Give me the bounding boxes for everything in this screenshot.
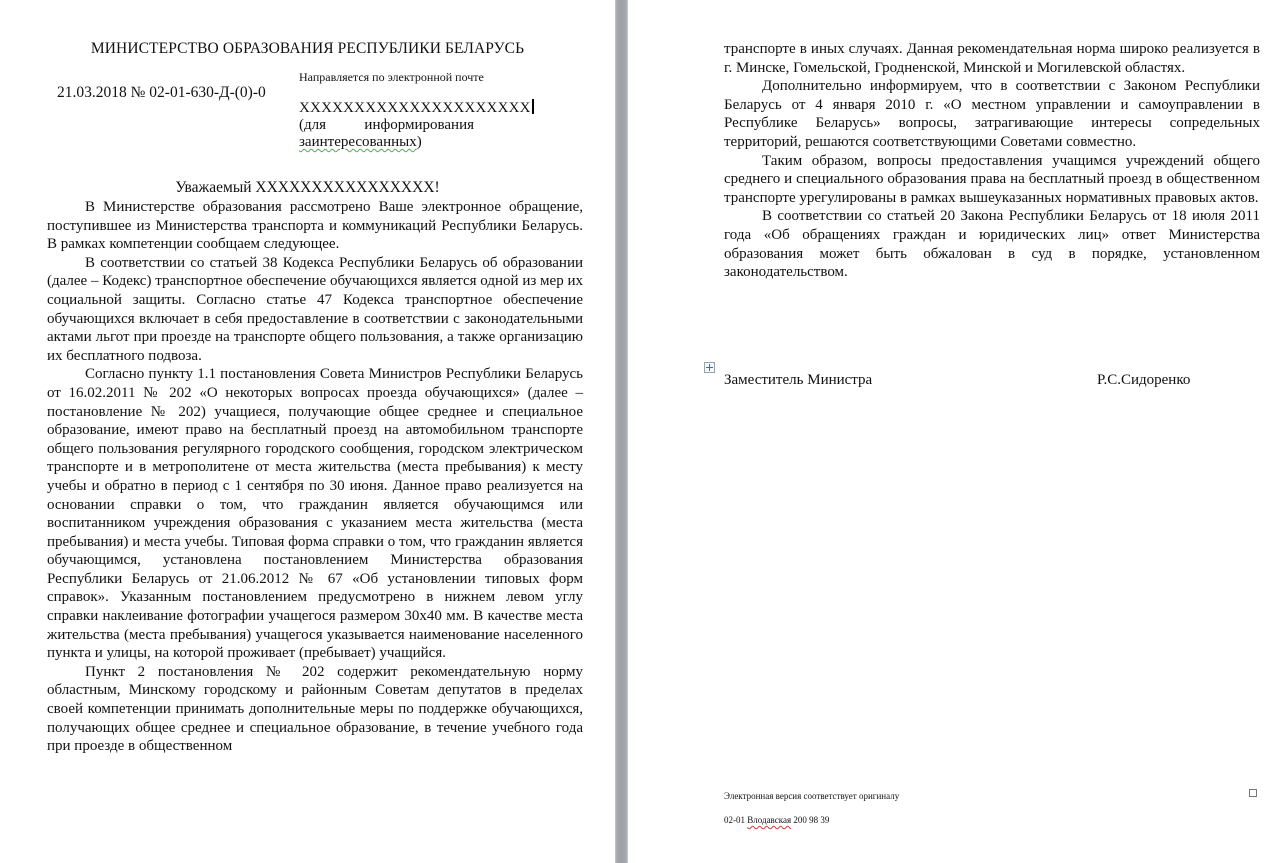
addressee-note-word: заинтересованных (299, 134, 417, 150)
body-paragraph: Дополнительно информируем, что в соответствии с Законом Республики Беларусь от 4 января 2010 г. «О местном управлении и самоуправлении в Республике Беларусь» вопросы, затрагивающие интересы сопредельных территорий, решаются соответствующими Советами совместно. (724, 78, 1260, 150)
text-cursor (532, 99, 534, 114)
signatory-name: Р.С.Сидоренко (1097, 372, 1191, 388)
addressee-note-close: ) (416, 134, 422, 150)
body-paragraph: В Министерстве образования рассмотрено Ваше электронное обращение, поступившее из Министерства транспорта и коммуникаций Республики Беларусь. В рамках компетенции сообщаем следующее. (47, 199, 583, 253)
page-separator (615, 0, 628, 863)
body-paragraph: Пункт 2 постановления № 202 содержит рекомендательную норму областным, Минскому городскому и районным Советам депутатов в пределах своей компетенции принимать дополнительные меры по поддержке обучающихся, получающих общее среднее и специальное образование, в течение учебного года при проезде в общественном (47, 663, 583, 755)
registration-number: 21.03.2018 № 02-01-630-Д-(0)-0 (57, 84, 266, 101)
body-paragraph: транспорте в иных случаях. Данная рекомендательная норма широко реализуется в г. Минске, Гомельской, Гродненской, Минской и Могилевской областях. (724, 41, 1260, 76)
electronic-version-note: Электронная версия соответствует оригиналу (724, 791, 900, 801)
letter-body-right (724, 40, 1260, 282)
addressee-note-line1: (для информирования (299, 117, 474, 133)
executor-code: 02-01 (724, 815, 745, 825)
sent-via-note: Направляется по электронной почте (299, 70, 484, 84)
body-paragraph: Согласно пункту 1.1 постановления Совета Министров Республики Беларусь от 16.02.2011 № 202 «О некоторых вопросах проезда обучающихся» (далее – постановление № 202) учащиеся, получающие общее среднее и специальное образование, имеют право на бесплатный проезд на автомобильном транспорте общего пользования регулярного городского сообщения, городском электрическом транспорте и в метрополитене от места жительства (места пребывания) к месту учебы и обратно в период с 1 сентября по 30 июня. Данное право реализуется на основании справки о том, что гражданин является обучающимся или воспитанником учреждения образования с указанием места жительства (места пребывания) и места учебы. Типовая форма справки о том, что гражданин является обучающимся, установлена постановлением Министерства образования Республики Беларусь от 21.06.2012 № 67 «Об установлении типовых форм справок». Указанным постановлением предусмотрено в нижнем левом углу справки наклеивание фотографии учащегося размером 30х40 мм. В качестве места жительства (места пребывания) учащегося указывается наименование населенного пункта и улицы, на которой проживает (пребывает) учащийся. (47, 366, 583, 662)
paragraph-end-box-icon (1249, 789, 1257, 797)
ministry-heading: МИНИСТЕРСТВО ОБРАЗОВАНИЯ РЕСПУБЛИКИ БЕЛАРУСЬ (90, 40, 525, 57)
executor-phone: 200 98 39 (793, 815, 830, 825)
addressee-name: XXXXXXXXXXXXXXXXXXXXX (299, 100, 531, 116)
executor-name: Влодавская (747, 815, 792, 825)
move-cross-icon[interactable] (704, 362, 715, 373)
document-page-left (0, 0, 615, 863)
addressee-block (299, 99, 534, 151)
body-paragraph: В соответствии со статьей 38 Кодекса Республики Беларусь об образовании (далее – Кодекс) транспортное обеспечение обучающихся является одной из мер их социальной защиты. Согласно статье 47 Кодекса транспортное обеспечение обучающихся включает в себя предоставление в соответствии с законодательными актами льгот при проезде на транспорте общего пользования, а также организацию их бесплатного подвоза. (47, 254, 583, 364)
executor-line (724, 815, 829, 826)
salutation: Уважаемый XXXXXXXXXXXXXXXX! (175, 179, 440, 196)
signatory-title: Заместитель Министра (724, 372, 873, 388)
body-paragraph: Таким образом, вопросы предоставления учащимся учреждений общего среднего и специального образования права на бесплатный проезд в общественном транспорте урегулированы в рамках вышеуказанных нормативных правовых актов. (724, 152, 1260, 206)
letter-body-left (47, 198, 583, 756)
body-paragraph: В соответствии со статьей 20 Закона Республики Беларусь от 18 июля 2011 года «Об обращениях граждан и юридических лиц» ответ Министерства образования может быть обжалован в суд в порядке, установленном законодательством. (724, 208, 1260, 281)
